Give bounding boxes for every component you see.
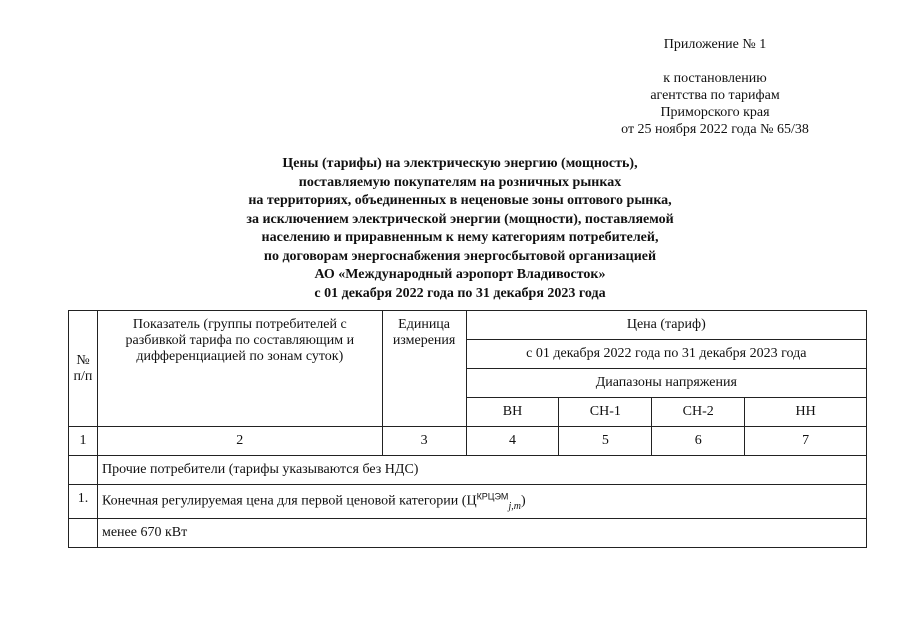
col-number: 5 xyxy=(559,427,652,456)
title-line: по договорам энергоснабжения энергосбытовой организацией xyxy=(263,248,657,264)
voltage-nn: НН xyxy=(745,398,867,427)
header-price: Цена (тариф) xyxy=(466,311,866,340)
header-unit: Единица измерения xyxy=(382,311,466,427)
header-voltage: Диапазоны напряжения xyxy=(466,369,866,398)
price-symbol-formula xyxy=(476,491,521,512)
col-number: 7 xyxy=(745,427,867,456)
appendix-line: от 25 ноября 2022 года № 65/38 xyxy=(621,122,809,137)
row1-label: Конечная регулируемая цена для первой ценовой категории (Ц xyxy=(101,493,477,509)
col-number: 1 xyxy=(69,427,98,456)
formula-subscript: j,m xyxy=(508,500,521,512)
title-line: на территориях, объединенных в неценовые зоны оптового рынка, xyxy=(248,193,672,208)
header-num: № п/п xyxy=(69,311,98,427)
voltage-sn2: СН-2 xyxy=(652,398,745,427)
section-title: Прочие потребители (тарифы указываются без НДС) xyxy=(97,456,866,485)
document-title xyxy=(160,155,760,303)
appendix-line: агентства по тарифам xyxy=(650,88,780,103)
row2-num-cell xyxy=(69,519,98,548)
header-indicator: Показатель (группы потребителей с разбивкой тарифа по составляющим и дифференциацией по зонам суток) xyxy=(97,311,382,427)
formula-superscript: КРЦЭМ xyxy=(476,491,509,502)
col-number: 2 xyxy=(97,427,382,456)
title-line: с 01 декабря 2022 года по 31 декабря 2023 года xyxy=(314,285,606,301)
tariff-table xyxy=(68,310,867,548)
voltage-sn1: СН-1 xyxy=(559,398,652,427)
title-line: Цены (тарифы) на электрическую энергию (мощность), xyxy=(282,156,638,171)
col-number: 3 xyxy=(382,427,466,456)
row1-num: 1. xyxy=(69,485,98,519)
header-period: с 01 декабря 2022 года по 31 декабря 2023 года xyxy=(466,340,866,369)
title-line: АО «Международный аэропорт Владивосток» xyxy=(314,267,606,282)
col-number: 6 xyxy=(652,427,745,456)
appendix-line: к постановлению xyxy=(663,71,767,86)
appendix-line: Приморского края xyxy=(660,105,770,120)
row1-close: ) xyxy=(520,493,526,509)
row1-text xyxy=(97,485,866,519)
voltage-vn: ВН xyxy=(466,398,559,427)
appendix-block xyxy=(600,36,830,138)
title-line: населению и приравненным к нему категориям потребителей, xyxy=(261,230,659,245)
section-num-cell xyxy=(69,456,98,485)
title-line: поставляемую покупателям на розничных рынках xyxy=(298,174,622,190)
col-number: 4 xyxy=(466,427,559,456)
title-line: за исключением электрической энергии (мощности), поставляемой xyxy=(246,211,674,227)
appendix-number: Приложение № 1 xyxy=(663,37,767,52)
row2-text: менее 670 кВт xyxy=(97,519,866,548)
